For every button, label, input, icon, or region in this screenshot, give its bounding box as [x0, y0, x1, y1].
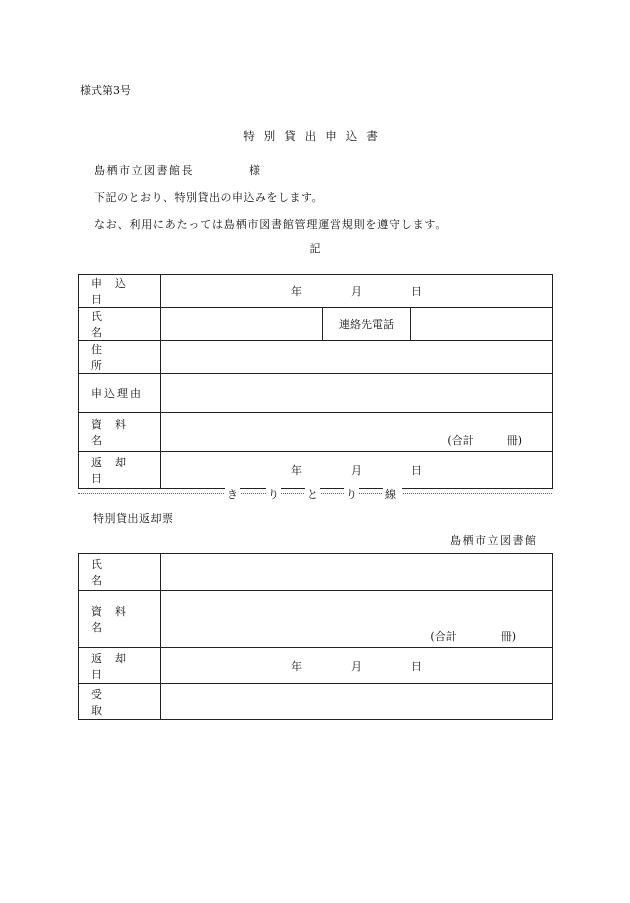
body-text-line-1: 下記のとおり、特別貸出の申込みをします。	[94, 191, 324, 204]
application-date-label: 申込日	[79, 275, 161, 308]
row-slip-return-date	[79, 648, 553, 684]
cut-line-ri-2: り	[346, 488, 357, 501]
material-label: 資料名	[79, 413, 161, 452]
cut-line-to: と	[307, 488, 318, 501]
row-slip-name	[79, 554, 553, 591]
slip-material-field[interactable]	[161, 591, 553, 648]
cut-line-ki: き	[227, 488, 238, 501]
row-slip-material	[79, 591, 553, 648]
material-field[interactable]	[161, 413, 553, 452]
address-field[interactable]	[161, 341, 553, 374]
return-date-label: 返却日	[79, 452, 161, 489]
slip-return-date-label: 返却日	[79, 648, 161, 684]
address-label: 住所	[79, 341, 161, 374]
receipt-label: 受取	[79, 684, 161, 720]
honorific: 様	[249, 164, 260, 177]
library-name: 島栖市立図書館	[450, 534, 538, 547]
row-receipt	[79, 684, 553, 720]
addressee: 島栖市立図書館長	[94, 164, 194, 177]
ki-heading: 記	[309, 242, 321, 255]
row-material	[79, 413, 553, 452]
slip-total-count-text: (合計 冊)	[430, 630, 516, 643]
cut-line-sen: 線	[383, 486, 402, 502]
month-label: 月	[351, 285, 362, 298]
year-label: 年	[291, 659, 302, 673]
application-date-field[interactable]	[161, 275, 553, 308]
body-text-line-2: なお、利用にあたっては島栖市図書館管理運営規則を遵守します。	[94, 218, 448, 231]
slip-return-date-field[interactable]	[161, 648, 553, 684]
reason-field[interactable]	[161, 374, 553, 413]
year-label: 年	[291, 285, 302, 298]
year-label: 年	[291, 464, 302, 477]
row-return-date	[79, 452, 553, 489]
receipt-field[interactable]	[161, 684, 553, 720]
row-address	[79, 341, 553, 374]
name-field[interactable]	[161, 308, 323, 341]
phone-field[interactable]	[411, 308, 553, 341]
day-label: 日	[411, 659, 422, 673]
form-title: 特別貸出申込書	[243, 129, 387, 143]
day-label: 日	[411, 285, 422, 298]
name-label: 氏名	[79, 308, 161, 341]
row-name	[79, 308, 553, 341]
application-table	[78, 274, 553, 489]
month-label: 月	[351, 464, 362, 477]
row-reason	[79, 374, 553, 413]
cut-line-ri-1: り	[268, 488, 279, 501]
return-slip-title: 特別貸出返却票	[93, 512, 174, 525]
return-date-field[interactable]	[161, 452, 553, 489]
month-label: 月	[351, 659, 362, 673]
row-application-date	[79, 275, 553, 308]
slip-material-label: 資料名	[79, 591, 161, 648]
reason-label: 申込理由	[79, 374, 161, 413]
cut-line	[78, 486, 552, 500]
form-number: 様式第3号	[80, 84, 131, 97]
return-slip-table	[78, 553, 553, 720]
phone-label: 連絡先電話	[323, 308, 411, 341]
slip-name-label: 氏名	[79, 554, 161, 591]
slip-name-field[interactable]	[161, 554, 553, 591]
total-count-text: (合計 冊)	[447, 434, 523, 447]
day-label: 日	[411, 464, 422, 477]
